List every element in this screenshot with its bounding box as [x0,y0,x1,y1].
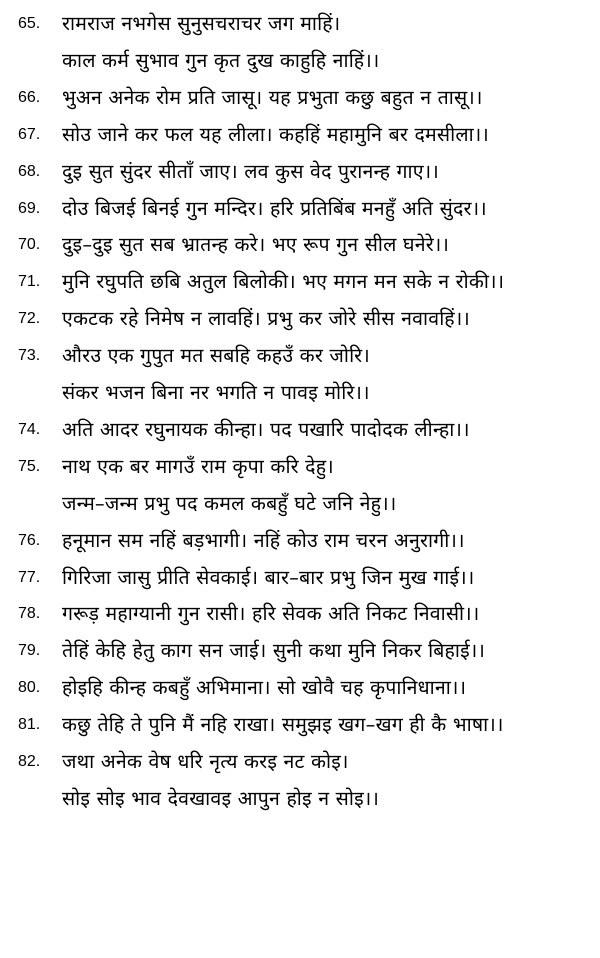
verse-text: तेहिं केहि हेतु काग सन जाई। सुनी कथा मुनि निकर बिहाई।। [62,639,486,663]
verse-number: 75. [18,457,41,475]
verse-number: 77. [18,568,41,586]
verse-line [0,448,600,486]
verse-text: जन्म–जन्म प्रभु पद कमल कबहुँ घटे जनि नेहु।। [62,491,397,515]
verse-line [0,153,600,191]
verse-text: दुइ सुत सुंदर सीताँ जाए। लव कुस वेद पुरानन्ह गाए।। [62,159,439,183]
verse-number: 82. [18,753,41,770]
verse-text: गिरिजा जासु प्रीति सेवकाई। बार–बार प्रभु जिन मुख गाई।। [62,565,475,589]
verse-text: नाथ एक बर मागउँ राम कृपा करि देहु। [62,454,334,478]
verse-number: 81. [18,716,41,734]
verse-text: जथा अनेक वेष धरि नृत्य करइ नट कोइ। [62,750,349,773]
verse-number: 72. [18,310,41,328]
verse-continuation-line [0,42,600,80]
verse-line [0,263,600,301]
verse-text: एकटक रहे निमेष न लावहिं। प्रभु कर जोरे सीस नवावहिं।। [62,307,471,331]
verse-line [0,300,600,338]
verse-number: 66. [18,88,41,106]
verse-line [0,632,600,670]
verse-text: गरूड़ महाग्यानी गुन रासी। हरि सेवक अति निकट निवासी।। [62,602,480,626]
verse-line [0,337,600,375]
verse-number: 80. [18,679,41,697]
verse-number: 65. [18,15,41,32]
verse-text: सोउ जाने कर फल यह लीला। कहहिं महामुनि बर दमसीला।। [62,122,489,146]
verse-line [0,190,600,228]
verse-text: सोइ सोइ भाव देवखावइ आपुन होइ न सोइ।। [62,786,380,810]
verse-number: 70. [18,236,41,254]
verse-number: 74. [18,420,41,438]
verse-line [0,411,600,449]
verse-line [0,522,600,560]
verse-number: 67. [18,125,41,143]
verse-continuation-line [0,374,600,412]
verse-number: 73. [18,347,41,365]
verse-text: दुइ–दुइ सुत सब भ्रातन्ह करे। भए रूप गुन सील घनेरे।। [62,233,450,257]
verse-number: 76. [18,531,41,549]
verse-text: संकर भजन बिना नर भगति न पावइ मोरि।। [62,381,370,404]
verse-continuation-line [0,780,600,818]
verse-line [0,79,600,117]
verse-number: 78. [18,605,41,623]
verse-text: कछु तेहि ते पुनि मैं नहि राखा। समुझइ खग–खग ही कै भाषा।। [62,713,504,737]
verse-line [0,5,600,43]
verse-line [0,559,600,597]
verse-number: 79. [18,642,41,660]
verse-text: दोउ बिजई बिनई गुन मन्दिर। हरि प्रतिबिंब मनहुँ अति सुंदर।। [62,196,487,220]
verse-text: हनूमान सम नहिं बड़भागी। नहिं कोउ राम चरन अनुरागी।। [62,528,465,552]
verse-line [0,595,600,633]
verse-text: औरउ एक गुपुत मत सबहि कहउँ कर जोरि। [62,344,370,368]
verse-text: होइहि कीन्ह कबहुँ अभिमाना। सो खोवै चह कृपानिधाना।। [62,676,467,700]
verse-text: काल कर्म सुभाव गुन कृत दुख काहुहि नाहिं।। [62,48,380,72]
verse-line [0,706,600,744]
verse-continuation-line [0,485,600,523]
verse-number: 68. [18,162,41,180]
verse-line [0,226,600,264]
verse-line [0,116,600,154]
verse-number: 69. [18,199,41,217]
verse-text: रामराज नभगेस सुनुसचराचर जग माहिं। [62,12,341,35]
verse-text: अति आदर रघुनायक कीन्हा। पद पखारि पादोदक लीन्हा।। [62,417,470,441]
verse-number: 71. [18,273,41,291]
verse-text: भुअन अनेक रोम प्रति जासू। यह प्रभुता कछु बहुत न तासू।। [62,85,483,109]
verse-line [0,669,600,707]
verse-text: मुनि रघुपति छबि अतुल बिलोकी। भए मगन मन सके न रोकी।। [62,270,505,294]
verse-line [0,743,600,781]
